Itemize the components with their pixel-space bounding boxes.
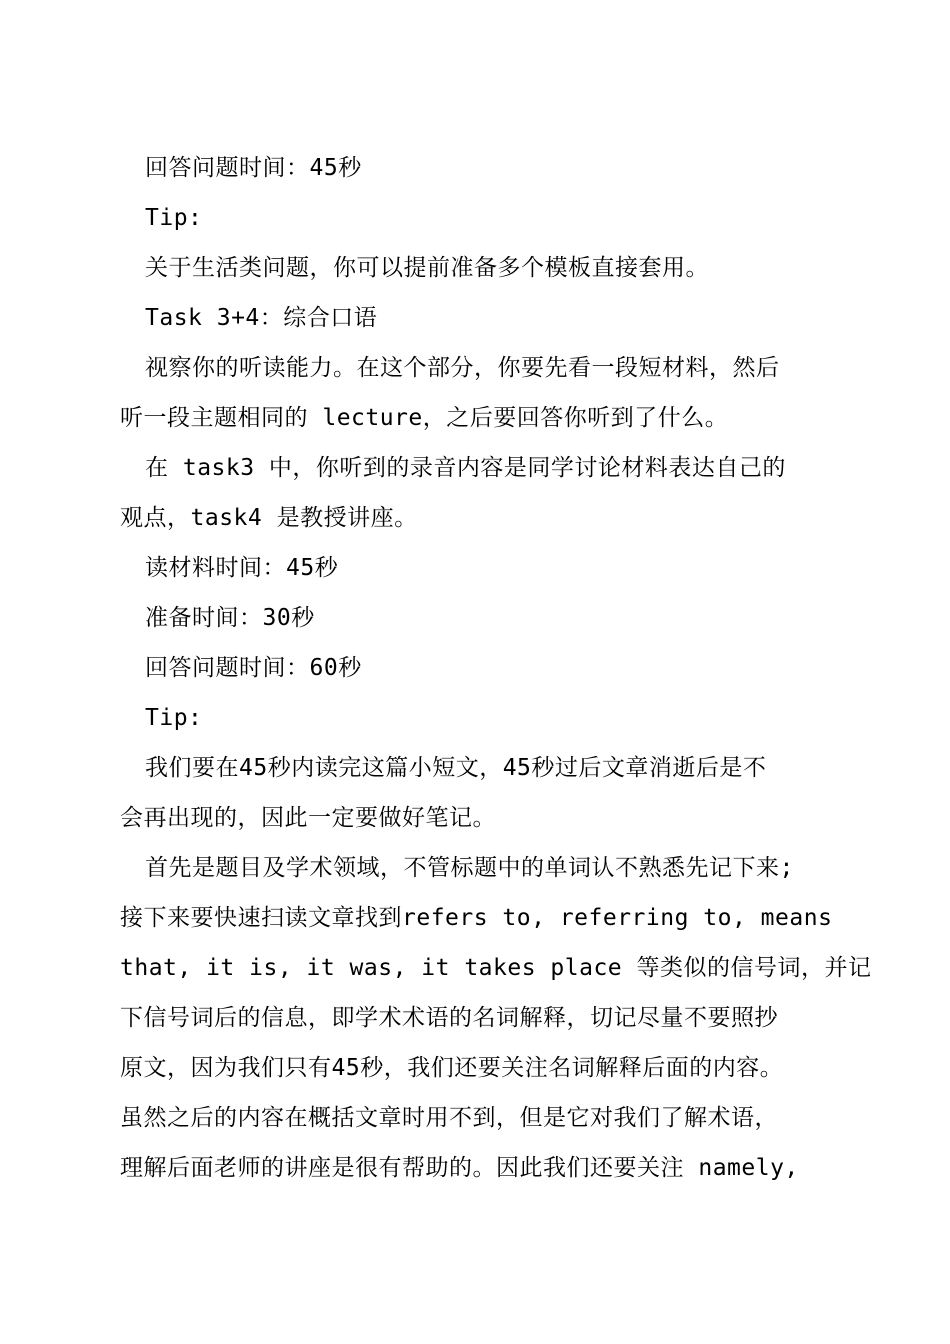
section-heading-task-3-4: Task 3+4：综合口语 bbox=[145, 305, 378, 331]
paragraph-line: 接下来要快速扫读文章找到refers to, referring to, means bbox=[120, 905, 833, 931]
paragraph-line: 原文，因为我们只有45秒，我们还要关注名词解释后面的内容。 bbox=[120, 1055, 784, 1081]
paragraph-line: 视察你的听读能力。在这个部分，你要先看一段短材料，然后 bbox=[145, 355, 780, 381]
paragraph-line: 听一段主题相同的 lecture，之后要回答你听到了什么。 bbox=[120, 405, 729, 431]
paragraph-line: 会再出现的，因此一定要做好笔记。 bbox=[120, 805, 496, 831]
paragraph-line: 观点，task4 是教授讲座。 bbox=[120, 505, 418, 531]
prep-time-line: 准备时间：30秒 bbox=[145, 605, 315, 631]
reading-time-line: 读材料时间：45秒 bbox=[145, 555, 339, 581]
paragraph-line: 理解后面老师的讲座是很有帮助的。因此我们还要关注 namely, bbox=[120, 1155, 799, 1181]
answer-time-line: 回答问题时间：60秒 bbox=[145, 655, 362, 681]
paragraph-line: that, it is, it was, it takes place 等类似的信号词，并记 bbox=[120, 955, 872, 981]
paragraph-line: 首先是题目及学术领域，不管标题中的单词认不熟悉先记下来; bbox=[145, 855, 794, 881]
tip-paragraph: 关于生活类问题，你可以提前准备多个模板直接套用。 bbox=[145, 255, 709, 281]
tip-heading: Tip: bbox=[145, 205, 203, 231]
paragraph-line: 在 task3 中，你听到的录音内容是同学讨论材料表达自己的 bbox=[145, 455, 786, 481]
paragraph-line: 虽然之后的内容在概括文章时用不到，但是它对我们了解术语， bbox=[120, 1105, 778, 1131]
answer-time-line: 回答问题时间：45秒 bbox=[145, 155, 362, 181]
tip-heading: Tip: bbox=[145, 705, 203, 731]
paragraph-line: 下信号词后的信息，即学术术语的名词解释，切记尽量不要照抄 bbox=[120, 1005, 778, 1031]
paragraph-line: 我们要在45秒内读完这篇小短文，45秒过后文章消逝后是不 bbox=[145, 755, 767, 781]
